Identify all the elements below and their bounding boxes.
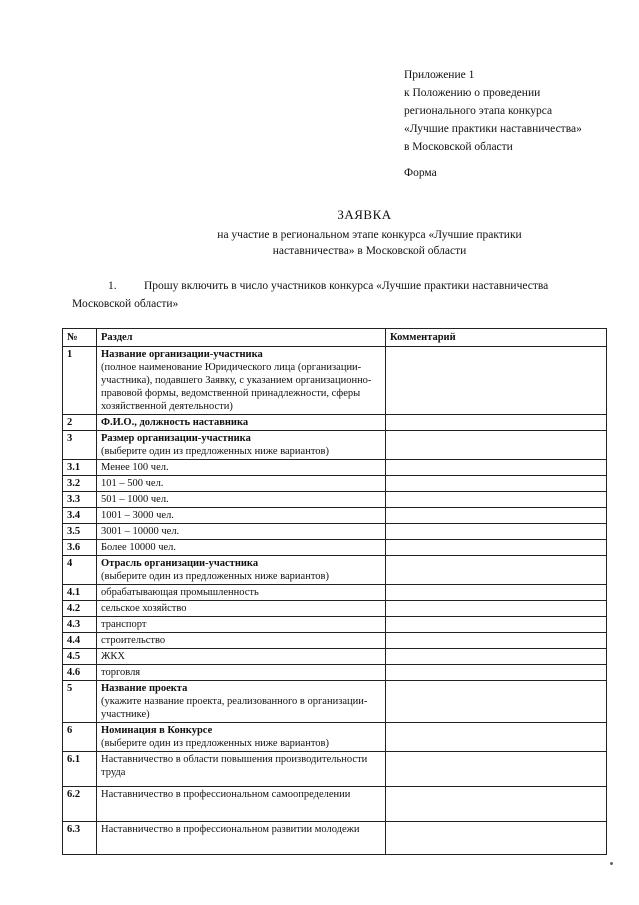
row-number: 6.1 <box>63 752 97 787</box>
table-row <box>63 752 607 787</box>
row-number: 4.6 <box>63 665 97 681</box>
row-section <box>97 723 386 752</box>
subtitle-line: на участие в региональном этапе конкурса «Лучшие практики <box>217 229 522 241</box>
row-comment-cell[interactable] <box>386 540 607 556</box>
section-description: (укажите название проекта, реализованного в организации-участнике) <box>101 696 368 720</box>
intro-text-line: Московской области» <box>72 298 179 310</box>
section-description: Менее 100 чел. <box>101 462 169 473</box>
section-title: Размер организации-участника <box>101 433 251 444</box>
section-description: Наставничество в профессиональном самоопределении <box>101 789 351 800</box>
intro-text-line: Прошу включить в число участников конкурса «Лучшие практики наставничества <box>144 280 549 292</box>
table-row <box>63 665 607 681</box>
table-row <box>63 492 607 508</box>
row-comment-cell[interactable] <box>386 665 607 681</box>
row-section <box>97 601 386 617</box>
row-section <box>97 822 386 855</box>
section-description: (выберите один из предложенных ниже вариантов) <box>101 571 329 582</box>
table-row <box>63 540 607 556</box>
row-number: 3.4 <box>63 508 97 524</box>
row-section <box>97 540 386 556</box>
row-comment-cell[interactable] <box>386 822 607 855</box>
row-section <box>97 649 386 665</box>
table-row <box>63 787 607 822</box>
section-description: Более 10000 чел. <box>101 542 177 553</box>
row-number: 2 <box>63 415 97 431</box>
table-row <box>63 822 607 855</box>
section-description: 3001 – 10000 чел. <box>101 526 180 537</box>
row-comment-cell[interactable] <box>386 601 607 617</box>
appendix-line: регионального этапа конкурса <box>404 105 553 117</box>
section-description: ЖКХ <box>101 651 125 662</box>
row-comment-cell[interactable] <box>386 460 607 476</box>
header-num: № <box>63 329 97 347</box>
table-row <box>63 681 607 723</box>
row-comment-cell[interactable] <box>386 556 607 585</box>
section-title: Название проекта <box>101 683 188 694</box>
table-row <box>63 460 607 476</box>
row-number: 3.6 <box>63 540 97 556</box>
table-row <box>63 617 607 633</box>
section-title: Номинация в Конкурсе <box>101 725 213 736</box>
table-row <box>63 601 607 617</box>
section-description: 1001 – 3000 чел. <box>101 510 174 521</box>
row-section <box>97 585 386 601</box>
row-number: 4.1 <box>63 585 97 601</box>
intro-paragraph <box>72 277 602 313</box>
row-section <box>97 476 386 492</box>
scan-speck <box>610 862 613 865</box>
row-number: 6.2 <box>63 787 97 822</box>
subtitle-line: наставничества» в Московской области <box>272 245 467 257</box>
title-block <box>0 207 639 259</box>
section-description: обрабатывающая промышленность <box>101 587 259 598</box>
row-section <box>97 460 386 476</box>
row-comment-cell[interactable] <box>386 476 607 492</box>
section-description: транспорт <box>101 619 147 630</box>
table-header-row <box>63 329 607 347</box>
document-subtitle <box>100 227 639 259</box>
row-section <box>97 665 386 681</box>
row-comment-cell[interactable] <box>386 617 607 633</box>
row-number: 6 <box>63 723 97 752</box>
table-row <box>63 649 607 665</box>
section-description: сельское хозяйство <box>101 603 187 614</box>
row-number: 4 <box>63 556 97 585</box>
row-comment-cell[interactable] <box>386 585 607 601</box>
application-table <box>62 328 607 855</box>
row-section <box>97 431 386 460</box>
section-description: 101 – 500 чел. <box>101 478 164 489</box>
row-comment-cell[interactable] <box>386 752 607 787</box>
section-title: Название организации-участника <box>101 349 263 360</box>
section-description: (выберите один из предложенных ниже вариантов) <box>101 738 329 749</box>
intro-number: 1. <box>108 280 117 292</box>
row-section <box>97 787 386 822</box>
form-label: Форма <box>404 167 437 179</box>
table-row <box>63 508 607 524</box>
appendix-note <box>404 66 634 156</box>
row-section <box>97 556 386 585</box>
row-comment-cell[interactable] <box>386 681 607 723</box>
table-row <box>63 633 607 649</box>
row-comment-cell[interactable] <box>386 524 607 540</box>
table-row <box>63 556 607 585</box>
row-comment-cell[interactable] <box>386 633 607 649</box>
row-comment-cell[interactable] <box>386 649 607 665</box>
row-comment-cell[interactable] <box>386 347 607 415</box>
table-row <box>63 415 607 431</box>
row-section <box>97 347 386 415</box>
row-number: 4.5 <box>63 649 97 665</box>
row-section <box>97 752 386 787</box>
row-number: 3.5 <box>63 524 97 540</box>
section-description: Наставничество в области повышения производительности труда <box>101 754 368 778</box>
section-description: торговля <box>101 667 141 678</box>
row-section <box>97 617 386 633</box>
section-description: строительство <box>101 635 166 646</box>
row-section <box>97 508 386 524</box>
row-number: 3.2 <box>63 476 97 492</box>
row-number: 4.3 <box>63 617 97 633</box>
table-row <box>63 585 607 601</box>
row-section <box>97 524 386 540</box>
row-comment-cell[interactable] <box>386 492 607 508</box>
row-number: 3.3 <box>63 492 97 508</box>
row-number: 5 <box>63 681 97 723</box>
row-number: 4.2 <box>63 601 97 617</box>
section-description: Наставничество в профессиональном развитии молодежи <box>101 824 360 835</box>
section-title: Отрасль организации-участника <box>101 558 259 569</box>
row-comment-cell[interactable] <box>386 508 607 524</box>
row-number: 6.3 <box>63 822 97 855</box>
appendix-line: к Положению о проведении <box>404 87 541 99</box>
row-comment-cell[interactable] <box>386 723 607 752</box>
row-number: 4.4 <box>63 633 97 649</box>
table-row <box>63 524 607 540</box>
header-section: Раздел <box>97 329 386 347</box>
row-section <box>97 415 386 431</box>
section-description: (выберите один из предложенных ниже вариантов) <box>101 446 329 457</box>
section-title: Ф.И.О., должность наставника <box>101 417 249 428</box>
header-comment: Комментарий <box>386 329 607 347</box>
section-description: 501 – 1000 чел. <box>101 494 169 505</box>
row-number: 3.1 <box>63 460 97 476</box>
section-description: (полное наименование Юридического лица (организации-участника), подавшего Заявку, с указанием организационно-правовой формы, ведомственной принадлежности, сферы хозяйственной деятельности) <box>101 362 372 412</box>
row-section <box>97 681 386 723</box>
appendix-line: «Лучшие практики наставничества» <box>404 123 582 135</box>
table-row <box>63 347 607 415</box>
table-row <box>63 723 607 752</box>
appendix-line: Приложение 1 <box>404 69 475 81</box>
row-comment-cell[interactable] <box>386 415 607 431</box>
row-number: 1 <box>63 347 97 415</box>
table-row <box>63 431 607 460</box>
row-number: 3 <box>63 431 97 460</box>
table-row <box>63 476 607 492</box>
row-section <box>97 633 386 649</box>
appendix-line: в Московской области <box>404 141 513 153</box>
row-comment-cell[interactable] <box>386 431 607 460</box>
row-comment-cell[interactable] <box>386 787 607 822</box>
row-section <box>97 492 386 508</box>
document-title: ЗАЯВКА <box>337 207 392 222</box>
